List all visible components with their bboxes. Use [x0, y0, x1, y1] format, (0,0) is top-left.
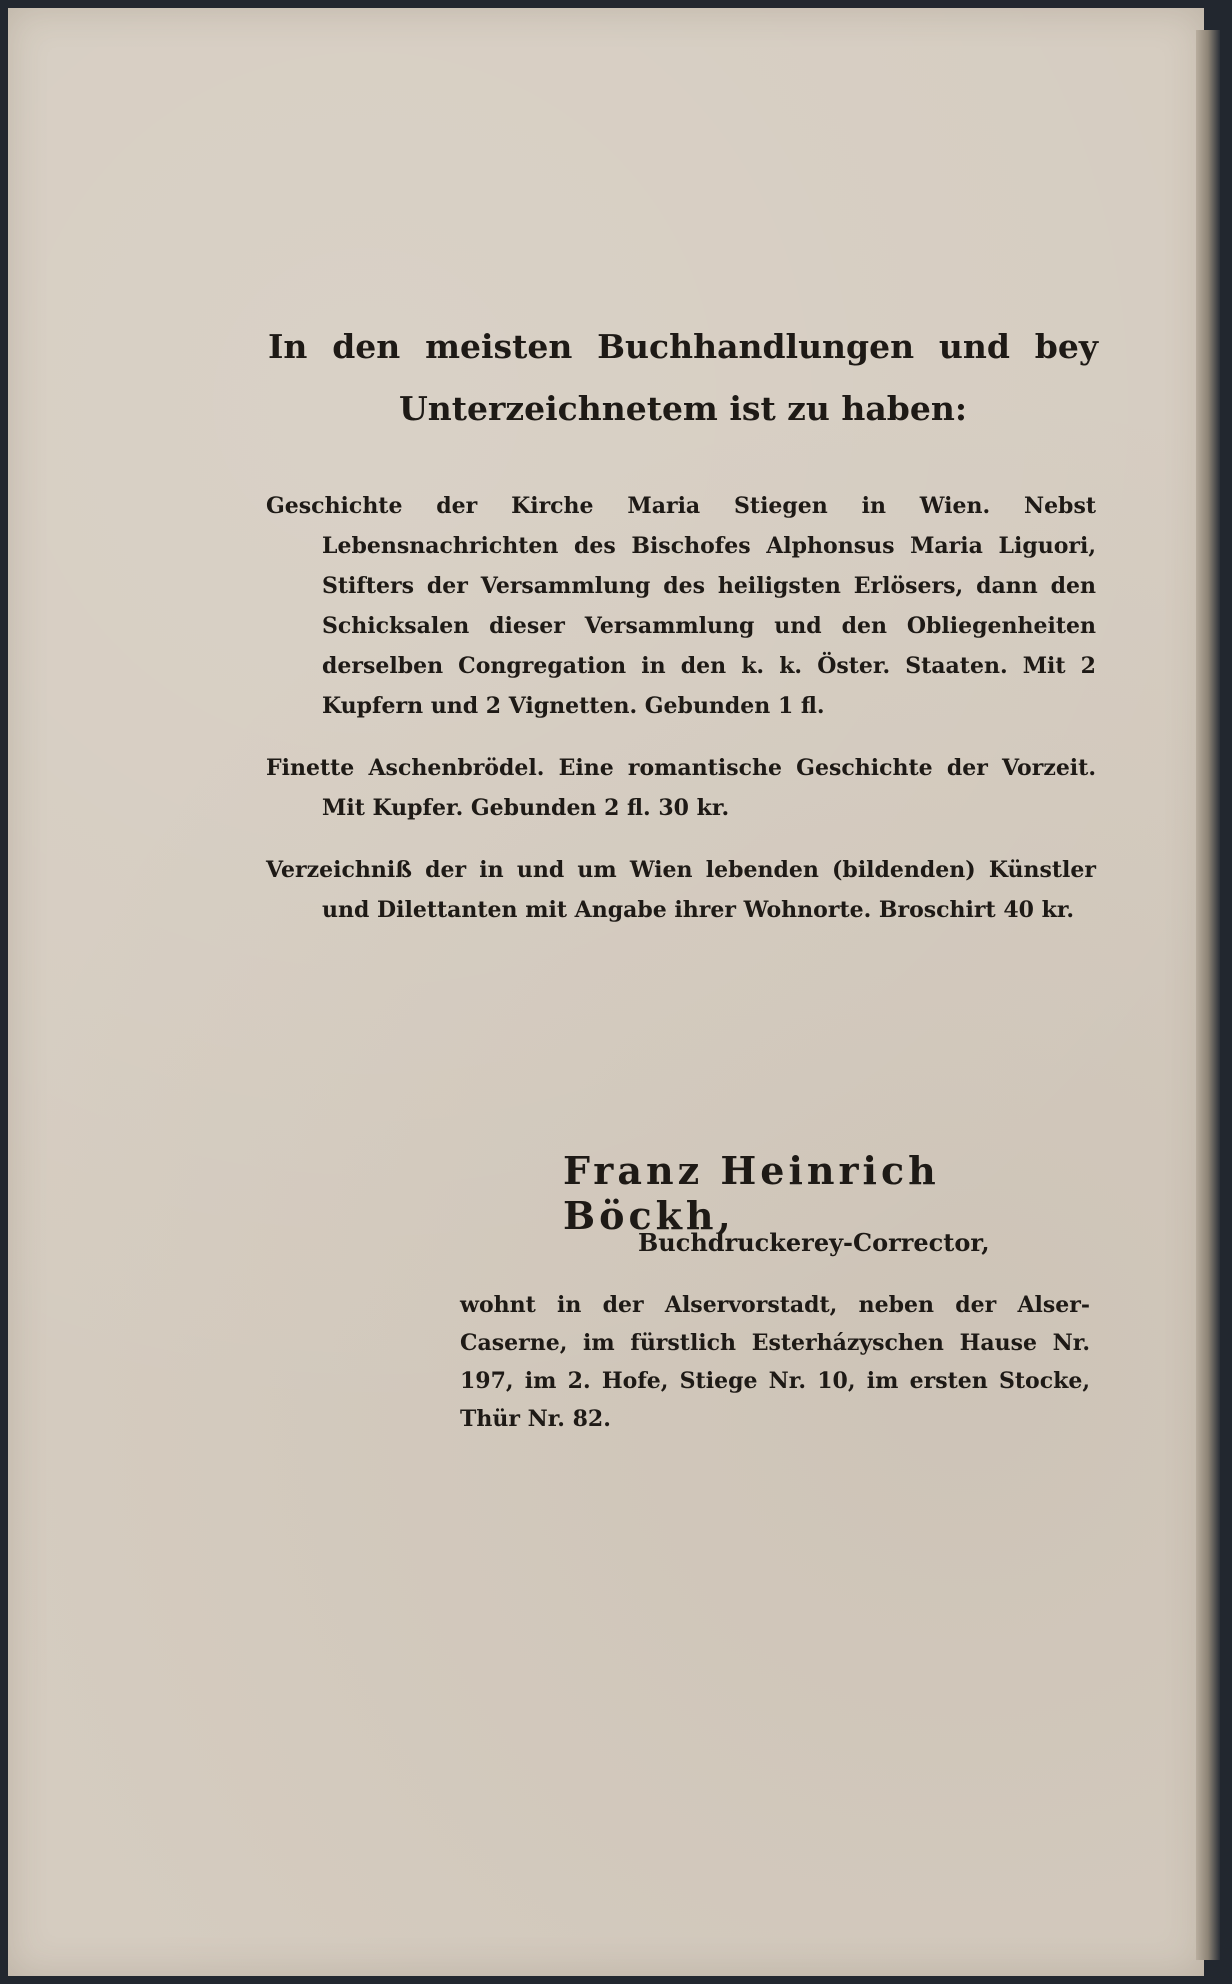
- paper-sheet: [8, 8, 1204, 1976]
- page-edge: [1196, 30, 1220, 1960]
- signature-address: wohnt in der Alservorstadt, neben der Alser-Caserne, im fürstlich Esterházyschen Hause Nr. 197, im 2. Hofe, Stiege Nr. 10, im ersten Stocke, Thür Nr. 82.: [460, 1292, 1090, 1432]
- signature-name: Franz Heinrich Böckh,: [563, 1148, 940, 1238]
- book-listings: [266, 486, 1096, 952]
- listing-item: Geschichte der Kirche Maria Stiegen in Wien. Nebst Lebensnachrichten des Bischofes Alphonsus Maria Liguori, Stifters der Versammlung des heiligsten Erlösers, dann den Schicksalen dieser Versammlung und den Obliegenheiten derselben Congregation in den k. k. Öster. Staaten. Mit 2 Kupfern und 2 Vignetten. Gebunden 1 fl.: [266, 493, 1096, 719]
- listing-item: Finette Aschenbrödel. Eine romantische Geschichte der Vorzeit. Mit Kupfer. Gebunden 2 fl. 30 kr.: [266, 755, 1096, 821]
- notice-heading: In den meisten Buchhandlungen und bey Unterzeichnetem ist zu haben:: [268, 327, 1098, 428]
- signature-role: Buchdruckerey-Corrector,: [638, 1228, 990, 1257]
- listing-item: Verzeichniß der in und um Wien lebenden (bildenden) Künstler und Dilettanten mit Angabe ihrer Wohnorte. Broschirt 40 kr.: [266, 857, 1096, 923]
